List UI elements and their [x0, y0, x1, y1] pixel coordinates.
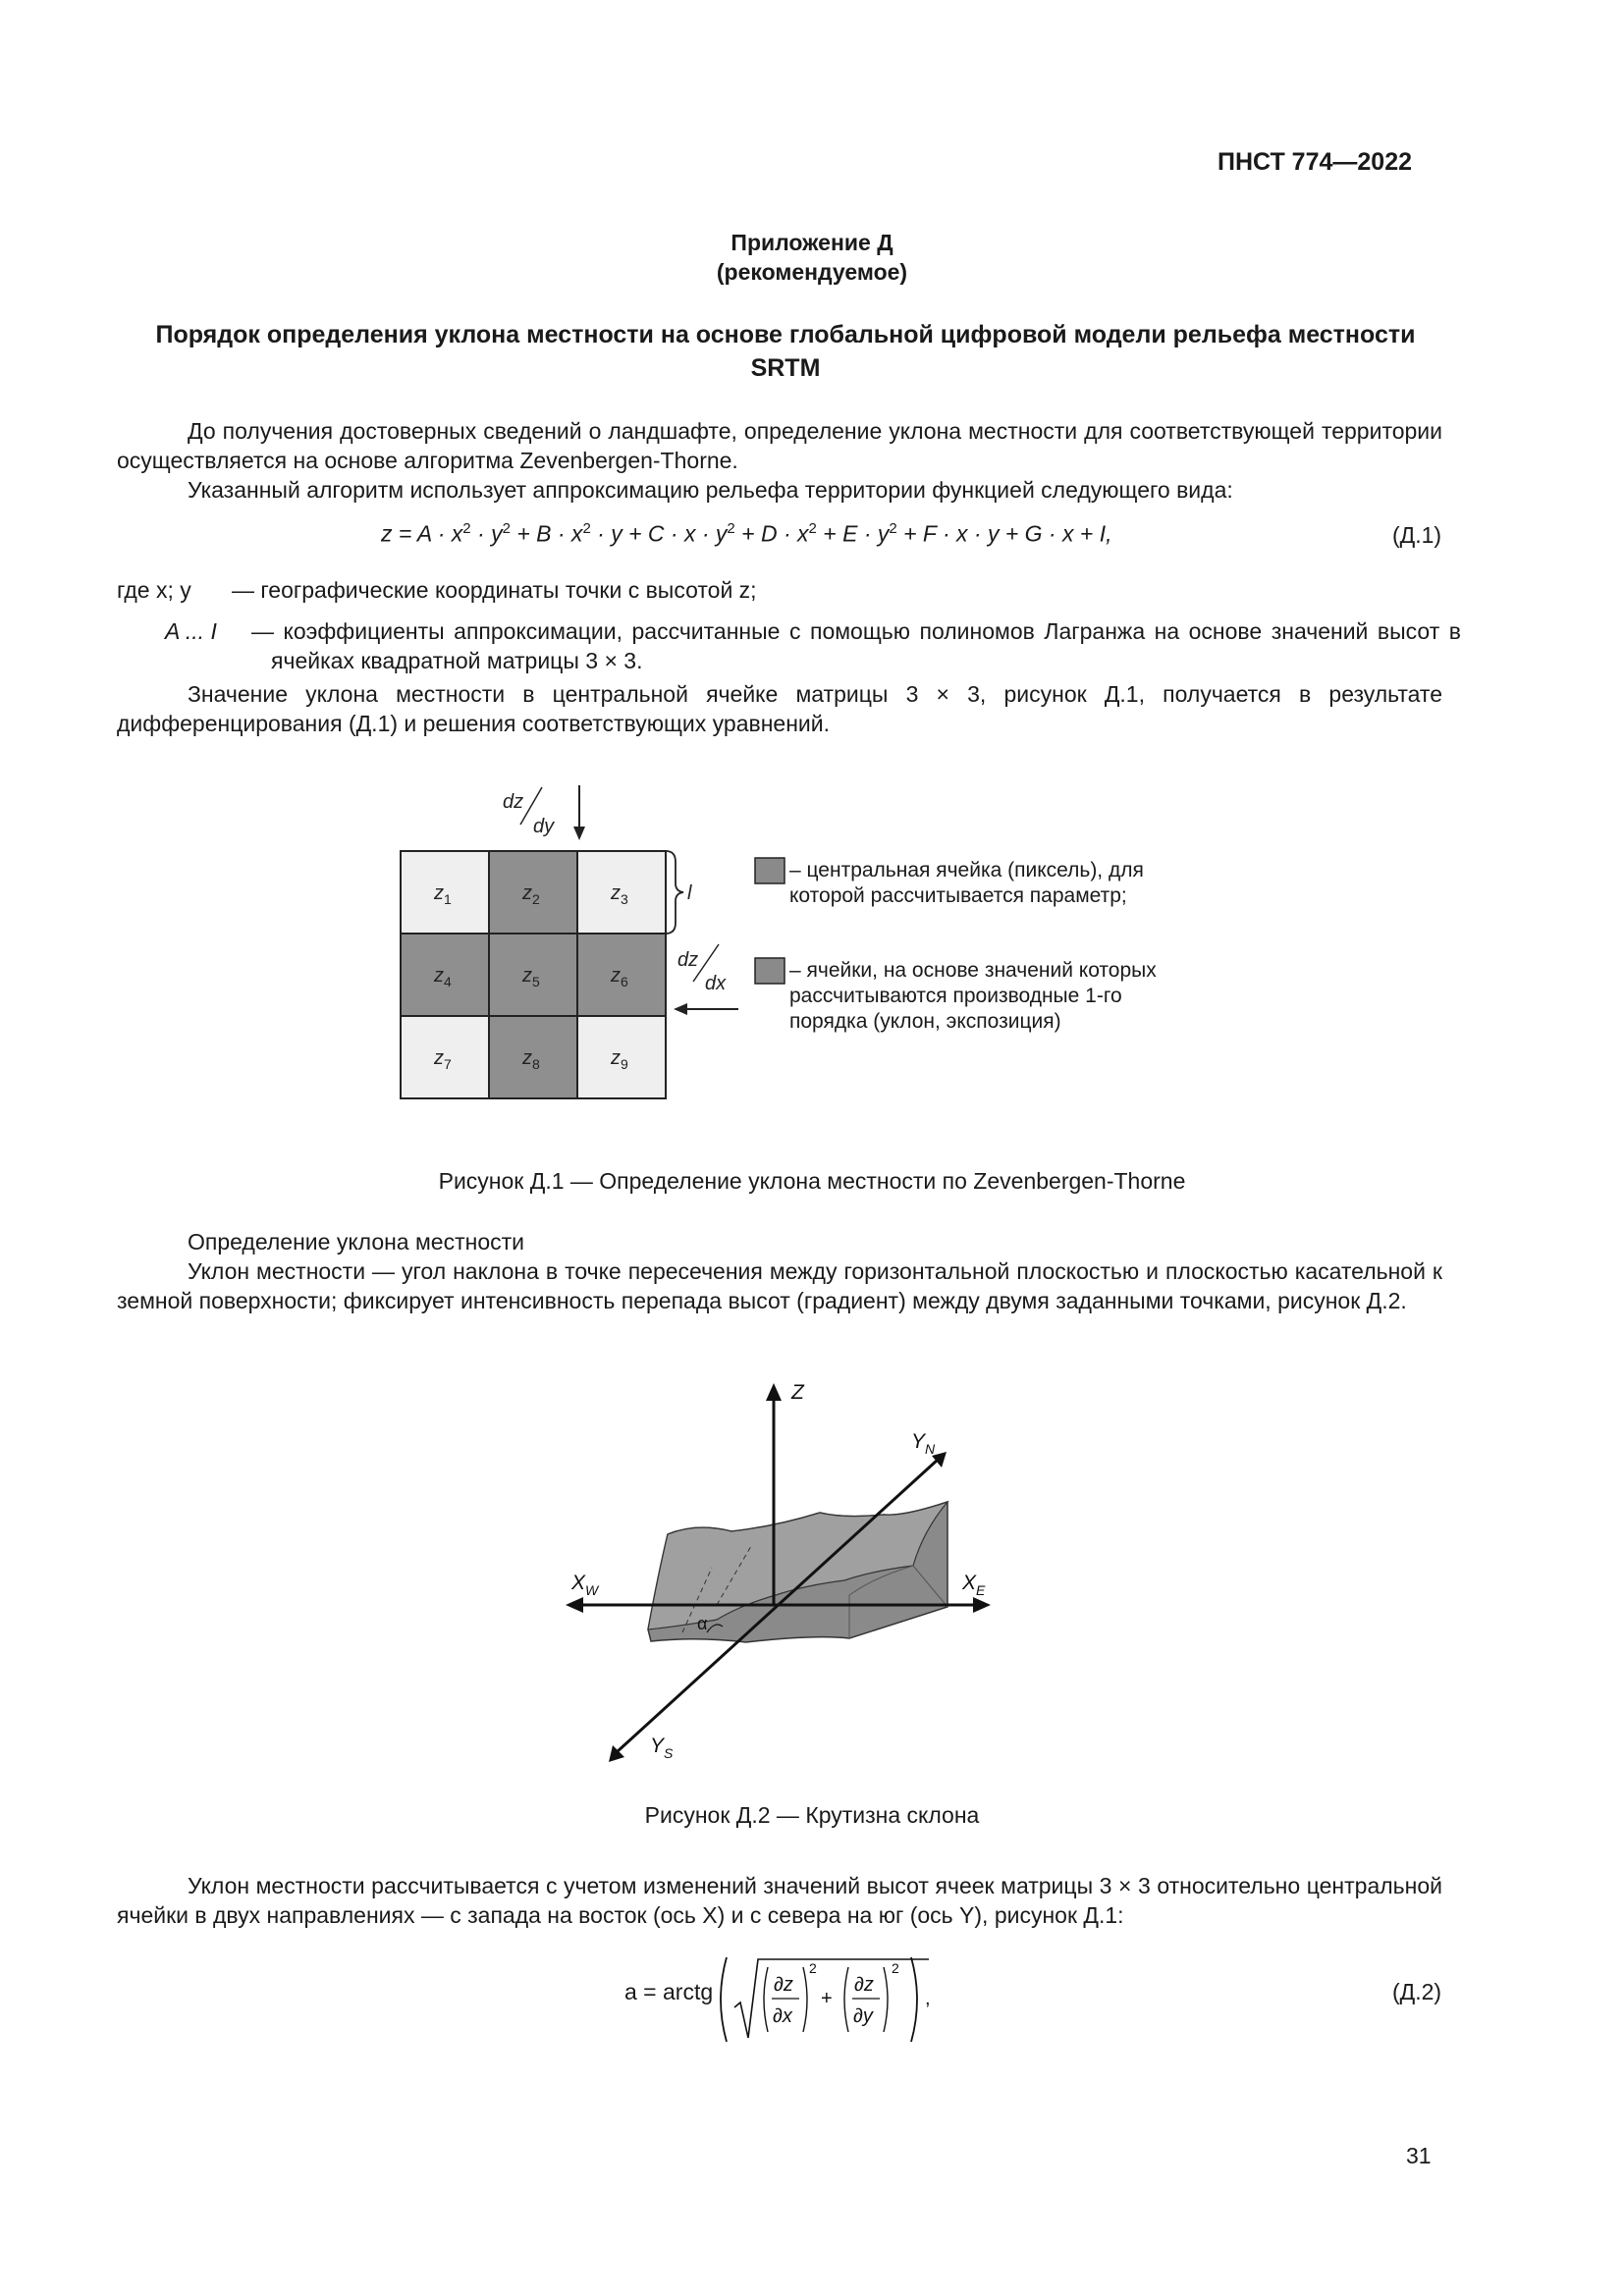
equation-d2 — [619, 1953, 943, 2047]
dz-dx-fraction — [677, 944, 727, 994]
label-xe-axis: $X_E$ — [962, 1572, 986, 1598]
figure-d1-diagram — [383, 775, 1227, 1119]
svg-text:2: 2 — [892, 1960, 899, 1976]
label-z8: $z_8$ — [522, 1047, 540, 1072]
paragraph-algorithm: Указанный алгоритм использует аппроксимацию рельефа территории функцией следующего вида: — [188, 477, 1233, 503]
svg-text:+: + — [821, 1988, 833, 2009]
term-xy: где x; y — [117, 577, 191, 603]
equation-d2-lhs: a = arctg — [624, 1979, 714, 2004]
legend-swatch-central — [755, 858, 785, 883]
arrow-down-icon — [573, 785, 585, 840]
label-z6: $z_6$ — [611, 965, 628, 989]
label-z5: $z_5$ — [522, 965, 540, 989]
brace-l — [666, 851, 692, 934]
paragraph-slope-definition: Уклон местности — угол наклона в точке пересечения между горизонтальной плоскостью и плоскостью касательной к земной поверхности; фиксирует интенсивность перепада высот (градиент) между двумя заданными точками, рисунок Д.2. — [117, 1258, 1442, 1313]
paragraph-slope-heading: Определение уклона местности — [188, 1229, 525, 1255]
label-z9: $z_9$ — [611, 1047, 628, 1072]
equation-d1-number: (Д.1) — [1392, 522, 1442, 548]
appendix-title: Приложение Д — [731, 230, 893, 255]
svg-text:dx: dx — [705, 973, 727, 994]
figure-d2-caption: Рисунок Д.2 — Крутизна склона — [644, 1802, 980, 1828]
dz-dy-fraction — [503, 787, 555, 837]
document-id: ПНСТ 774—2022 — [1218, 148, 1412, 176]
label-xw-axis: $X_W$ — [571, 1572, 599, 1598]
legend-swatch-neighbors — [755, 958, 785, 984]
equation-d1: $z = A \cdot x^2 \cdot y^2 + B \cdot x^2 \cdot y + C \cdot x \cdot y^2 + D \cdot x^2 + E \cdot y^2 + F \cdot x \cdot y + G \cdot x + I$, — [381, 520, 1112, 547]
arrow-left-icon — [674, 1003, 738, 1015]
label-z4: $z_4$ — [434, 965, 452, 989]
svg-text:l: l — [687, 882, 692, 904]
equation-d2-number: (Д.2) — [1392, 1979, 1442, 2004]
svg-text:2: 2 — [809, 1960, 817, 1976]
label-z7: $z_7$ — [434, 1047, 452, 1072]
label-z2: $z_2$ — [522, 882, 540, 907]
label-yn-axis: $Y_N$ — [911, 1430, 936, 1457]
figure-d2-diagram — [550, 1369, 1021, 1782]
svg-text:dy: dy — [533, 816, 555, 837]
terrain-surface — [648, 1502, 947, 1642]
equation-d2-root — [717, 1953, 943, 2047]
main-title: Порядок определения уклона местности на основе глобальной цифровой модели рельефа местности SRTM — [155, 321, 1416, 382]
svg-text:∂x: ∂x — [773, 2005, 792, 2027]
svg-text:∂z: ∂z — [774, 1974, 793, 1996]
svg-text:,: , — [925, 1988, 931, 2009]
paragraph-slope-value: Значение уклона местности в центральной ячейке матрицы 3 × 3, рисунок Д.1, получается в результате дифференцирования (Д.1) и решения соответствующих уравнений. — [117, 681, 1442, 736]
page-number: 31 — [1406, 2143, 1432, 2168]
svg-text:∂y: ∂y — [853, 2005, 873, 2027]
term-xy-definition: — географические координаты точки с высотой z; — [232, 577, 757, 603]
paragraph-slope-calculation: Уклон местности рассчитывается с учетом изменений значений высот ячеек матрицы 3 × 3 относительно центральной ячейки в двух направлениях — с запада на восток (ось X) и с севера на юг (ось Y), рисунок Д.1: — [117, 1873, 1442, 1928]
term-a-i-definition: — коэффициенты аппроксимации, рассчитанные с помощью полиномов Лагранжа на основе значений высот в ячейках квадратной матрицы 3 × 3. — [251, 618, 1461, 673]
svg-text:dz: dz — [677, 949, 699, 971]
label-z1: $z_1$ — [434, 882, 452, 907]
label-z3: $z_3$ — [611, 882, 628, 907]
figure-d1-caption: Рисунок Д.1 — Определение уклона местности по Zevenbergen-Thorne — [438, 1168, 1186, 1194]
label-alpha: α — [697, 1614, 708, 1633]
paragraph-intro: До получения достоверных сведений о ландшафте, определение уклона местности для соответствующей территории осуществляется на основе алгоритма Zevenbergen-Thorne. — [117, 418, 1442, 473]
label-ys-axis: $Y_S$ — [650, 1735, 674, 1761]
svg-text:∂z: ∂z — [854, 1974, 874, 1996]
legend-text-neighbors: – ячейки, на основе значений которых рассчитываются производные 1-го порядка (уклон, экспозиция) — [789, 959, 1157, 1033]
term-a-i: A ... I — [165, 618, 217, 644]
label-z-axis: Z — [791, 1381, 804, 1404]
appendix-subtitle: (рекомендуемое) — [716, 259, 908, 285]
svg-text:dz: dz — [503, 791, 524, 813]
legend-text-central: – центральная ячейка (пиксель), для которой рассчитывается параметр; — [789, 859, 1144, 907]
